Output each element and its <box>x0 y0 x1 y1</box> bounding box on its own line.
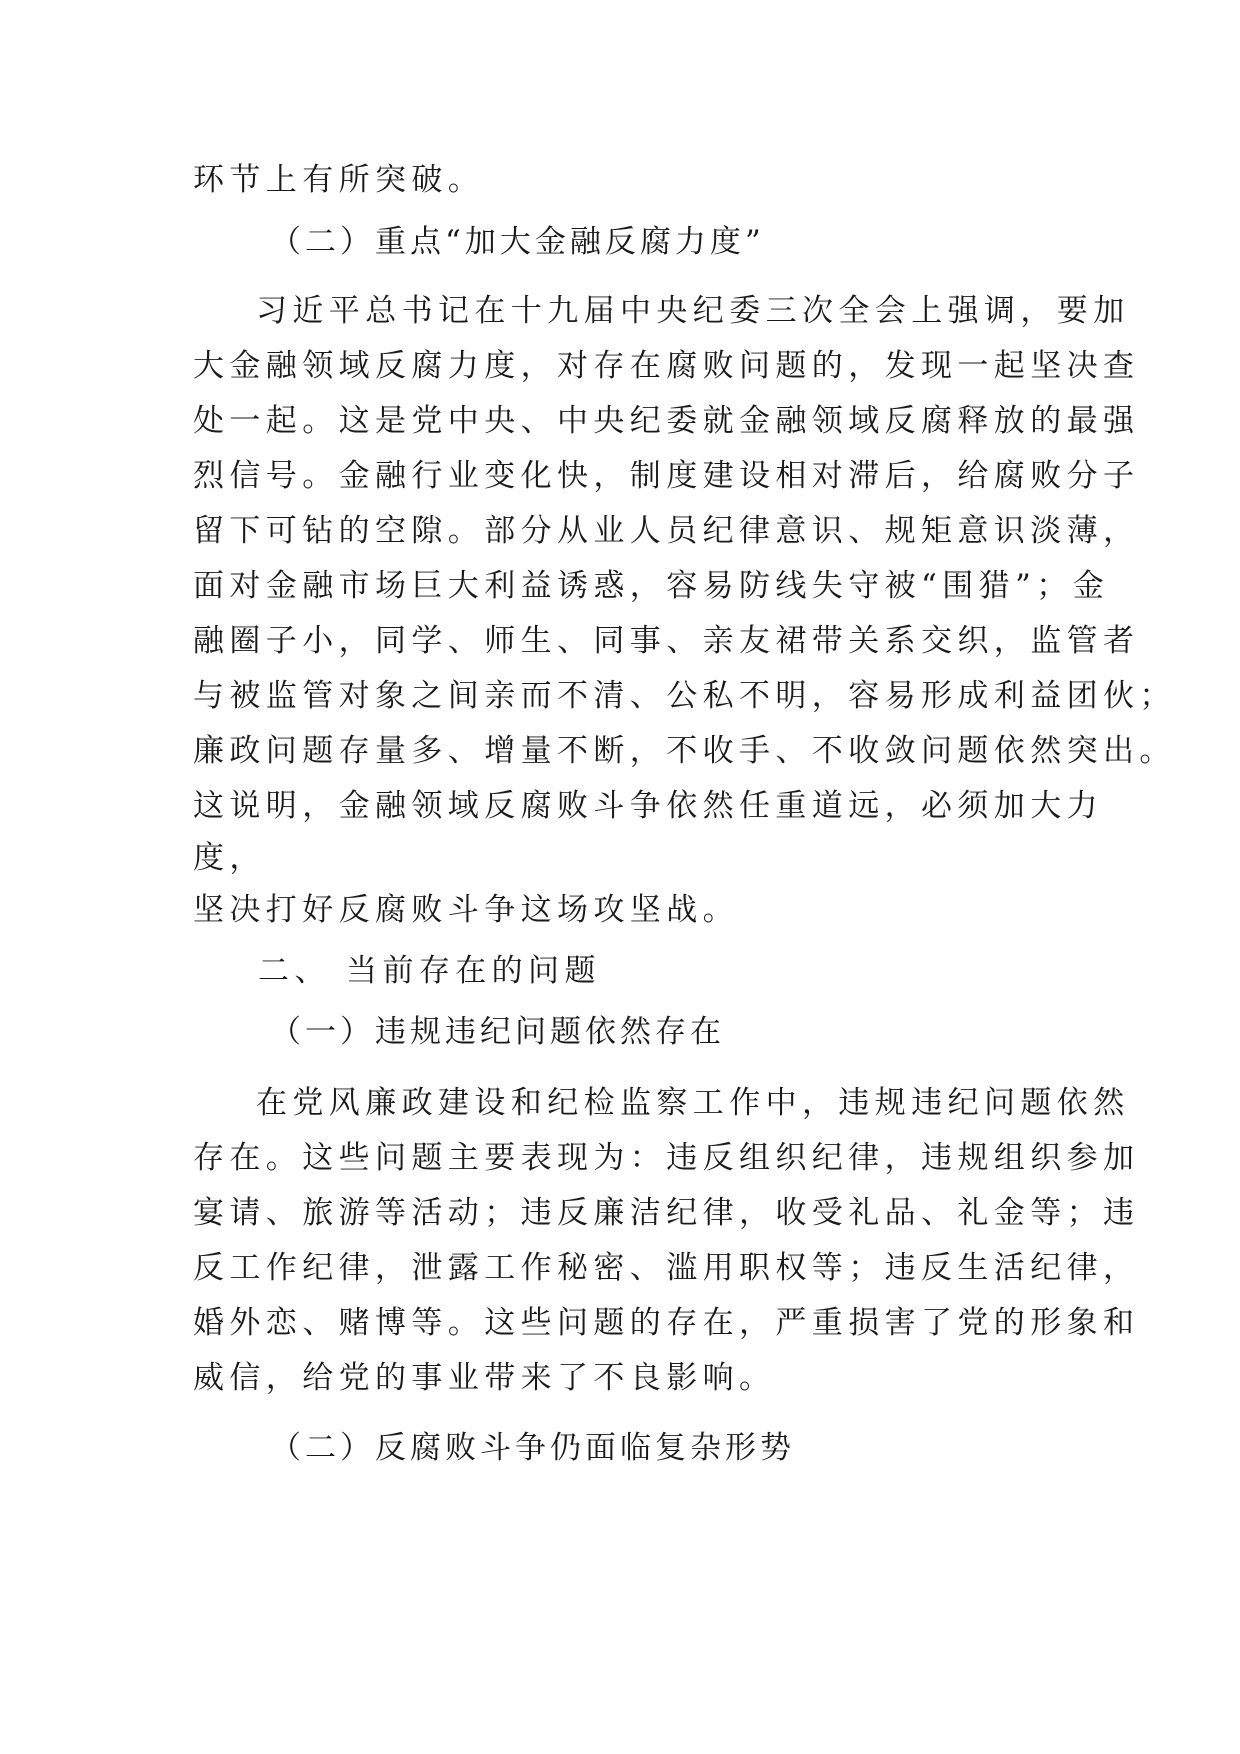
paragraph-line: 度， <box>193 840 266 876</box>
paragraph-line: 烈信号。金融行业变化快，制度建设相对滞后，给腐败分子 <box>193 458 1140 494</box>
paragraph-line: 坚决打好反腐败斗争这场攻坚战。 <box>193 892 739 928</box>
paragraph-line: 宴请、旅游等活动；违反廉洁纪律，收受礼品、礼金等；违 <box>193 1195 1140 1231</box>
paragraph-line: 留下可钻的空隙。部分从业人员纪律意识、规矩意识淡薄， <box>193 513 1140 549</box>
paragraph-line: 存在。这些问题主要表现为：违反组织纪律，违规组织参加 <box>193 1140 1140 1176</box>
subheading-violations: （一）违规违纪问题依然存在 <box>270 1014 725 1050</box>
paragraph-line: 面对金融市场巨大利益诱惑，容易防线失守被“围猎”；金 <box>193 568 1110 604</box>
paragraph-line: 这说明，金融领域反腐败斗争依然任重道远，必须加大力 <box>193 788 1103 824</box>
heading-problems: 二、 当前存在的问题 <box>258 953 601 989</box>
paragraph-line: 大金融领域反腐力度，对存在腐败问题的，发现一起坚决查 <box>193 348 1140 384</box>
paragraph-line: 习近平总书记在十九届中央纪委三次全会上强调，要加 <box>256 293 1130 329</box>
paragraph-line: 婚外恋、赌博等。这些问题的存在，严重损害了党的形象和 <box>193 1305 1140 1341</box>
paragraph-line: 廉政问题存量多、增量不断，不收手、不收敛问题依然突出。 <box>193 733 1176 769</box>
paragraph-line: 融圈子小，同学、师生、同事、亲友裙带关系交织，监管者 <box>193 623 1140 659</box>
paragraph-line: 与被监管对象之间亲而不清、公私不明，容易形成利益团伙； <box>193 678 1176 714</box>
paragraph-line: 在党风廉政建设和纪检监察工作中，违规违纪问题依然 <box>256 1085 1130 1121</box>
paragraph-line: 环节上有所突破。 <box>193 162 485 198</box>
paragraph-line: 威信，给党的事业带来了不良影响。 <box>193 1360 776 1396</box>
paragraph-line: 处一起。这是党中央、中央纪委就金融领域反腐释放的最强 <box>193 403 1140 439</box>
paragraph-line: 反工作纪律，泄露工作秘密、滥用职权等；违反生活纪律， <box>193 1250 1140 1286</box>
subheading-finance: （二）重点“加大金融反腐力度” <box>270 224 765 260</box>
subheading-situation: （二）反腐败斗争仍面临复杂形势 <box>270 1430 795 1466</box>
